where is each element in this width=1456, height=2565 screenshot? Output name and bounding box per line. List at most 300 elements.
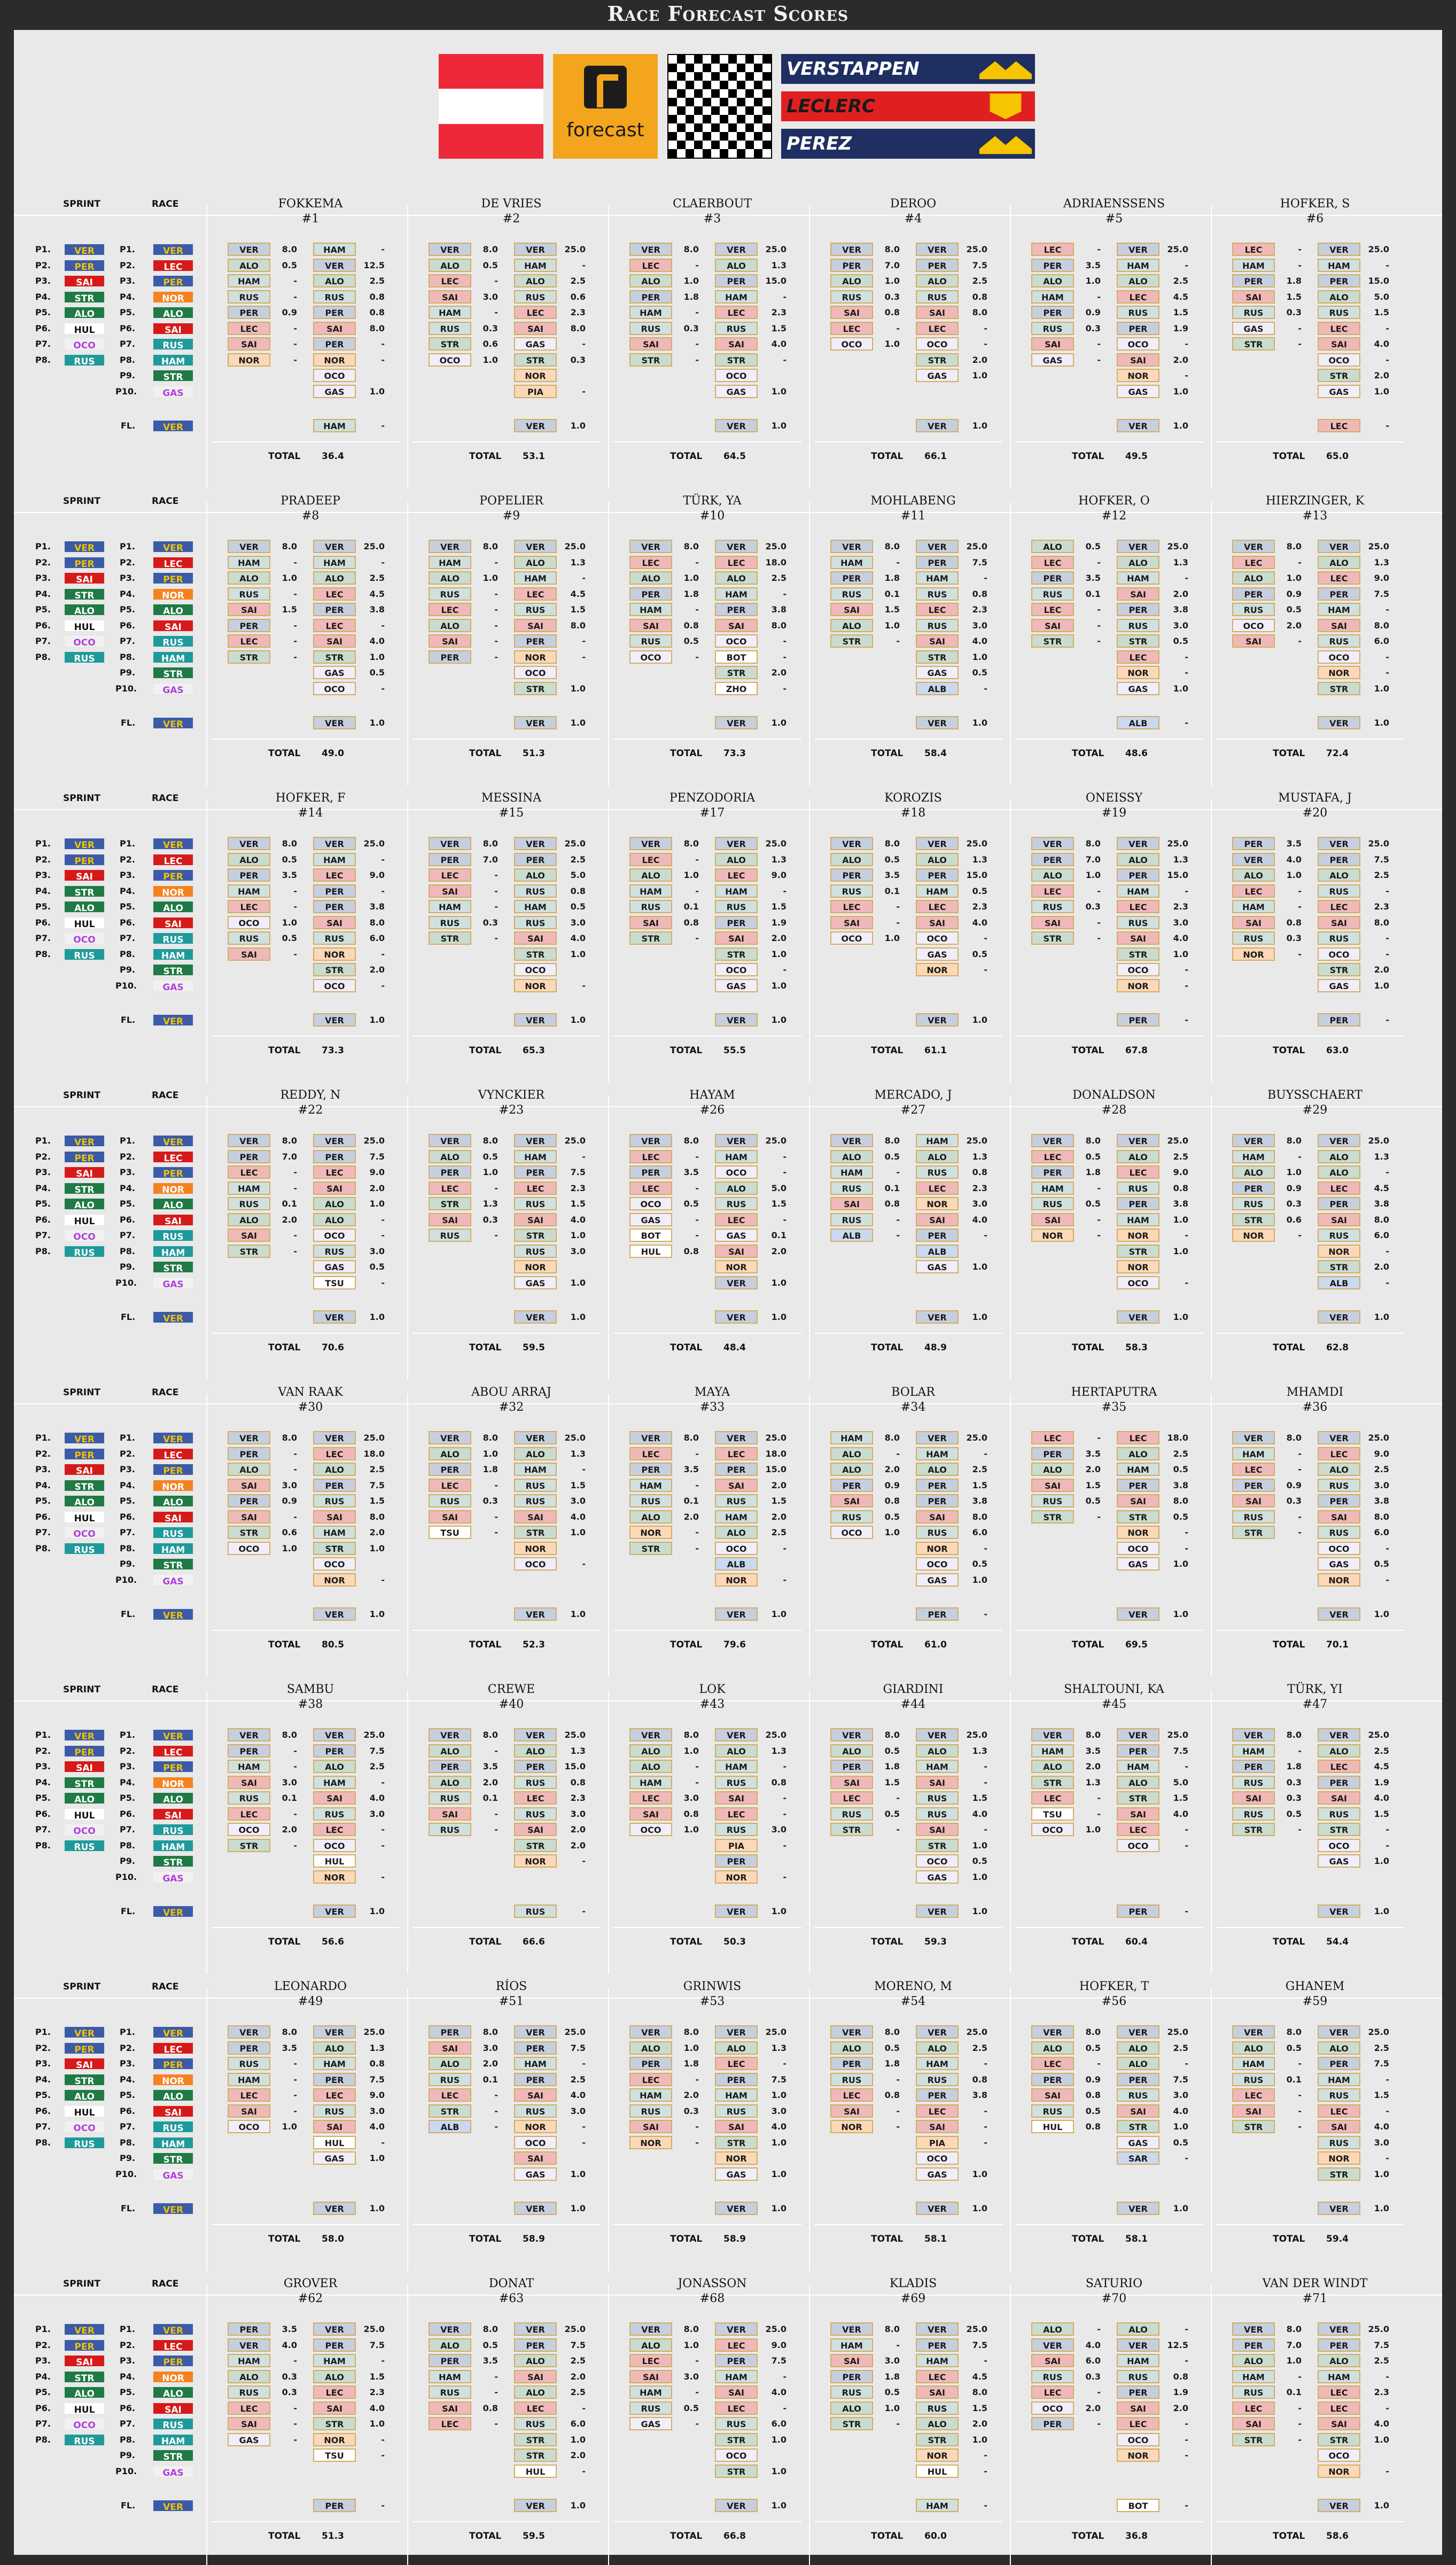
race-pick-points: 1.0: [1173, 949, 1188, 959]
race-pick-points: 25.0: [363, 541, 385, 551]
sprint-pick-SAI: SAI: [429, 2041, 471, 2055]
sprint-pick-STR: STR: [228, 1839, 270, 1852]
player-name: BUYSSCHAERT: [1267, 1089, 1362, 1102]
race-pick-points: 2.0: [1173, 588, 1188, 599]
total-label: TOTAL: [469, 1342, 502, 1353]
player-name: HIERZINGER, K: [1265, 494, 1365, 508]
race-pick-GAS: GAS: [715, 2167, 758, 2181]
race-pick-RUS: RUS: [916, 1807, 959, 1821]
race-pick-RUS: RUS: [715, 2104, 758, 2118]
race-pick-points: 8.0: [1374, 1214, 1389, 1225]
race-actual-NOR: NOR: [152, 2073, 194, 2087]
sprint-actual-HUL: HUL: [63, 1213, 106, 1227]
sprint-position-label: P1.: [35, 838, 51, 849]
race-pick-points: -: [582, 1856, 586, 1866]
race-pick-VER: VER: [916, 1431, 959, 1444]
race-pick-LEC: LEC: [715, 306, 758, 319]
sprint-position-label: P8.: [35, 949, 51, 959]
fastest-lap-points: 1.0: [570, 1014, 586, 1025]
total-score: 51.3: [523, 748, 545, 759]
sprint-pick-points: 1.0: [282, 573, 297, 583]
race-pick-points: -: [381, 1777, 385, 1787]
race-pick-points: -: [984, 1777, 987, 1787]
fastest-lap-points: 1.0: [570, 1311, 586, 1322]
sprint-pick-points: 8.0: [1286, 541, 1302, 551]
race-pick-ALO: ALO: [514, 1744, 557, 1758]
sprint-pick-SAI: SAI: [1232, 2417, 1275, 2430]
sprint-pick-VER: VER: [1232, 1134, 1275, 1147]
race-pick-VER: VER: [1117, 1134, 1159, 1147]
total-rule: [412, 1927, 601, 1928]
column-divider: [809, 502, 810, 786]
player-number: #33: [699, 1401, 725, 1414]
race-pick-points: 25.0: [1368, 1136, 1389, 1146]
player-number: #5: [1105, 212, 1123, 226]
column-divider: [206, 1394, 207, 1677]
race-pick-PER: PER: [715, 274, 758, 287]
race-pick-points: 7.5: [972, 260, 987, 270]
race-pick-points: -: [381, 1277, 385, 1288]
race-position-label: P6.: [120, 917, 135, 928]
race-pick-HAM: HAM: [715, 2088, 758, 2102]
total-score: 36.8: [1125, 2530, 1148, 2541]
total-score: 48.6: [1125, 748, 1148, 759]
sprint-pick-points: 0.3: [884, 291, 900, 302]
sprint-position-label: P4.: [35, 291, 51, 302]
race-pick-points: -: [783, 651, 787, 662]
race-pick-RUS: RUS: [1318, 2136, 1360, 2149]
total-score: 58.6: [1326, 2530, 1349, 2541]
sprint-pick-OCO: OCO: [830, 931, 873, 945]
race-pick-points: 1.5: [369, 2371, 385, 2382]
race-pick-points: 5.0: [570, 870, 586, 880]
sprint-pick-SAI: SAI: [1232, 2104, 1275, 2118]
sprint-actual-VER: VER: [63, 243, 106, 256]
race-pick-points: -: [1185, 1527, 1188, 1537]
fastest-lap-pick-VER: VER: [514, 419, 557, 432]
player-number: #47: [1302, 1698, 1328, 1711]
sprint-pick-OCO: OCO: [228, 1542, 270, 1555]
sprint-position-label: P8.: [35, 2434, 51, 2445]
sprint-pick-points: 1.0: [1286, 2356, 1302, 2366]
sprint-position-label: P2.: [35, 1745, 51, 1756]
race-pick-RUS: RUS: [313, 931, 356, 945]
sprint-pick-PER: PER: [228, 1494, 270, 1507]
player-name: LEONARDO: [274, 1980, 347, 1993]
race-pick-RUS: RUS: [514, 1245, 557, 1258]
total-label: TOTAL: [1273, 748, 1305, 759]
race-pick-points: -: [1385, 1543, 1389, 1553]
player-name: HOFKER, T: [1079, 1980, 1149, 1993]
sprint-pick-OCO: OCO: [629, 1197, 672, 1210]
fastest-lap-pick-VER: VER: [313, 2202, 356, 2215]
sprint-position-label: P5.: [35, 307, 51, 317]
race-pick-points: 25.0: [1368, 541, 1389, 551]
sprint-pick-SAI: SAI: [1031, 916, 1074, 929]
race-pick-points: 2.0: [771, 1480, 787, 1490]
race-pick-STR: STR: [313, 2417, 356, 2430]
sprint-pick-points: -: [1097, 2419, 1101, 2429]
sprint-pick-points: -: [896, 323, 900, 333]
race-pick-OCO: OCO: [514, 2136, 557, 2149]
race-pick-RUS: RUS: [916, 1791, 959, 1805]
race-pick-points: 3.8: [1173, 1199, 1188, 1209]
fastest-lap-points: 1.0: [972, 717, 987, 728]
column-divider: [206, 2285, 207, 2565]
sprint-pick-points: -: [1097, 1808, 1101, 1819]
fastest-lap-pick-VER: VER: [715, 1905, 758, 1918]
race-pick-PER: PER: [916, 556, 959, 569]
sprint-pick-ALO: ALO: [629, 571, 672, 585]
sprint-pick-RUS: RUS: [830, 1213, 873, 1226]
race-pick-HAM: HAM: [313, 243, 356, 256]
race-position-label: P3.: [120, 276, 135, 286]
fastest-lap-points: -: [381, 420, 385, 431]
total-rule: [1216, 739, 1404, 740]
race-pick-points: -: [984, 965, 987, 975]
player-number: #26: [699, 1103, 725, 1117]
sprint-pick-points: -: [293, 2090, 297, 2100]
player-name: SAMBU: [286, 1683, 334, 1696]
player-card: [1015, 1388, 1216, 1677]
sprint-pick-HAM: HAM: [1232, 2057, 1275, 2070]
fastest-lap-points: 1.0: [1173, 1311, 1188, 1322]
total-label: TOTAL: [1273, 1342, 1305, 1353]
race-pick-points: -: [381, 949, 385, 959]
sprint-pick-HUL: HUL: [1031, 2120, 1074, 2133]
total-score: 58.1: [1125, 2233, 1148, 2244]
sprint-pick-points: 0.3: [683, 2105, 699, 2116]
sprint-pick-points: 1.0: [884, 1527, 900, 1537]
sprint-actual-VER: VER: [63, 1728, 106, 1742]
race-position-label: P2.: [120, 557, 135, 568]
sprint-position-label: P8.: [35, 2137, 51, 2148]
race-pick-LEC: LEC: [1318, 2385, 1360, 2399]
total-rule: [613, 739, 801, 740]
sprint-pick-points: -: [494, 604, 498, 615]
race-pick-ALO: ALO: [715, 853, 758, 866]
sprint-pick-points: -: [494, 1230, 498, 1240]
fastest-lap-points: 1.0: [369, 1608, 385, 1619]
race-pick-HAM: HAM: [916, 2354, 959, 2367]
sprint-pick-points: -: [695, 1448, 699, 1459]
sprint-pick-HAM: HAM: [830, 1165, 873, 1179]
race-pick-VER: VER: [715, 2025, 758, 2039]
race-pick-PER: PER: [916, 259, 959, 272]
sprint-pick-ALO: ALO: [228, 853, 270, 866]
race-pick-VER: VER: [1318, 540, 1360, 553]
sprint-pick-points: -: [695, 1527, 699, 1537]
race-pick-points: 2.0: [972, 2419, 987, 2429]
sprint-pick-points: 8.0: [482, 2027, 498, 2037]
total-score: 65.3: [523, 1045, 545, 1056]
sprint-actual-OCO: OCO: [63, 634, 106, 648]
sprint-pick-points: -: [695, 2387, 699, 2397]
race-pick-points: -: [783, 354, 787, 365]
total-label: TOTAL: [670, 1936, 703, 1947]
race-position-label: P2.: [120, 854, 135, 865]
race-pick-ALO: ALO: [916, 1150, 959, 1163]
race-actual-GAS: GAS: [152, 385, 194, 399]
race-pick-points: 2.3: [369, 2387, 385, 2397]
player-card: [814, 791, 1015, 1083]
race-pick-points: 8.0: [369, 917, 385, 928]
race-pick-PER: PER: [1117, 868, 1159, 882]
race-pick-LEC: LEC: [1117, 290, 1159, 304]
sprint-pick-HAM: HAM: [228, 1182, 270, 1195]
sprint-pick-OCO: OCO: [228, 2120, 270, 2133]
total-label: TOTAL: [268, 2530, 301, 2541]
sprint-pick-points: 1.0: [884, 276, 900, 286]
race-pick-VER: VER: [1117, 243, 1159, 256]
sprint-pick-points: -: [293, 1745, 297, 1756]
race-pick-PER: PER: [313, 2338, 356, 2352]
race-pick-OCO: OCO: [1318, 1839, 1360, 1852]
race-pick-LEC: LEC: [1318, 1182, 1360, 1195]
sprint-pick-LEC: LEC: [228, 2088, 270, 2102]
column-divider: [1211, 1394, 1212, 1677]
race-pick-points: 1.0: [570, 683, 586, 694]
sprint-pick-points: -: [695, 933, 699, 943]
sprint-actual-RUS: RUS: [63, 353, 106, 367]
race-pick-points: -: [783, 1793, 787, 1803]
race-pick-OCO: OCO: [1117, 963, 1159, 976]
player-name: REDDY, N: [280, 1089, 341, 1102]
sprint-actual-SAI: SAI: [63, 2354, 106, 2368]
sprint-pick-points: -: [1298, 1448, 1302, 1459]
race-pick-points: [359, 1557, 385, 1571]
race-pick-VER: VER: [313, 1431, 356, 1444]
sprint-actual-VER: VER: [63, 540, 106, 554]
race-actual-ALO: ALO: [152, 603, 194, 617]
race-pick-points: 15.0: [765, 1464, 787, 1474]
sprint-pick-points: 3.0: [884, 2356, 900, 2366]
race-pick-points: 15.0: [765, 276, 787, 286]
sprint-pick-GAS: GAS: [1232, 322, 1275, 335]
total-score: 48.4: [723, 1342, 746, 1353]
race-pick-points: 1.3: [972, 1151, 987, 1162]
race-pick-points: -: [1385, 1840, 1389, 1851]
sprint-pick-points: -: [896, 2074, 900, 2085]
race-pick-STR: STR: [1318, 2433, 1360, 2446]
race-pick-HAM: HAM: [715, 1510, 758, 1524]
total-score: 55.5: [723, 1045, 746, 1056]
race-pick-GAS: GAS: [916, 666, 959, 679]
race-pick-points: -: [984, 1824, 987, 1835]
race-pick-points: 9.0: [771, 2339, 787, 2350]
race-pick-points: 1.0: [771, 2137, 787, 2148]
race-pick-points: 25.0: [1368, 838, 1389, 849]
race-pick-points: -: [381, 339, 385, 349]
total-rule: [212, 1927, 400, 1928]
fastest-lap-points: 1.0: [369, 1906, 385, 1916]
sprint-actual-HUL: HUL: [63, 916, 106, 930]
player-name: DONALDSON: [1072, 1089, 1156, 1102]
race-pick-points: 1.0: [771, 2168, 787, 2179]
race-pick-ALO: ALO: [916, 1744, 959, 1758]
sprint-pick-points: 8.0: [482, 1730, 498, 1740]
total-rule: [814, 1333, 1002, 1334]
race-pick-HAM: HAM: [514, 900, 557, 913]
race-pick-points: 2.0: [570, 1840, 586, 1851]
total-score: 49.0: [322, 748, 344, 759]
sprint-pick-STR: STR: [629, 1542, 672, 1555]
race-pick-ZHO: ZHO: [715, 682, 758, 695]
sprint-pick-points: 1.0: [1286, 870, 1302, 880]
sprint-pick-ALB: ALB: [830, 1229, 873, 1242]
sprint-pick-points: -: [1298, 1527, 1302, 1537]
sprint-pick-points: -: [494, 1808, 498, 1819]
race-pick-points: [1163, 1260, 1188, 1273]
race-pick-points: 2.0: [1374, 965, 1389, 975]
total-rule: [1015, 2224, 1203, 2225]
sprint-pick-LEC: LEC: [1232, 2088, 1275, 2102]
fastest-lap-points: 1.0: [771, 2500, 787, 2510]
race-pick-points: 1.5: [570, 1199, 586, 1209]
sprint-pick-SAI: SAI: [228, 1776, 270, 1789]
fastest-lap-label: FL.: [121, 1311, 136, 1322]
race-pick-STR: STR: [514, 2433, 557, 2446]
sprint-pick-LEC: LEC: [1031, 556, 1074, 569]
total-score: 54.4: [1326, 1936, 1349, 1947]
race-pick-SAI: SAI: [916, 1213, 959, 1226]
total-score: 61.0: [924, 1639, 947, 1650]
race-pick-VER: VER: [313, 2025, 356, 2039]
race-pick-SAI: SAI: [715, 931, 758, 945]
total-score: 36.4: [322, 450, 344, 462]
race-pick-ALO: ALO: [916, 2417, 959, 2430]
race-pick-RUS: RUS: [1318, 884, 1360, 898]
column-divider: [1010, 1691, 1011, 1974]
player-name: POPELIER: [479, 494, 543, 508]
race-pick-SAI: SAI: [715, 2385, 758, 2399]
race-pick-points: -: [582, 2403, 586, 2413]
fastest-lap-pick-ALB: ALB: [1117, 716, 1159, 729]
sprint-actual-STR: STR: [63, 587, 106, 601]
sprint-pick-SAI: SAI: [429, 1213, 471, 1226]
fastest-lap-pick-BOT: BOT: [1117, 2499, 1159, 2512]
sprint-pick-points: -: [494, 933, 498, 943]
race-pick-SAI: SAI: [916, 634, 959, 648]
fastest-lap-points: -: [1185, 717, 1188, 728]
total-label: TOTAL: [871, 1936, 904, 1947]
total-rule: [613, 1036, 801, 1037]
race-pick-RUS: RUS: [715, 900, 758, 913]
sprint-pick-points: -: [896, 1230, 900, 1240]
sprint-pick-ALO: ALO: [830, 1447, 873, 1460]
race-pick-points: -: [1385, 885, 1389, 896]
race-pick-points: 3.8: [972, 2090, 987, 2100]
player-card: [1015, 791, 1216, 1083]
player-card: [1216, 1388, 1417, 1677]
race-pick-ALO: ALO: [916, 853, 959, 866]
total-rule: [1216, 2224, 1404, 2225]
player-name: GHANEM: [1285, 1980, 1345, 1993]
race-pick-GAS: GAS: [514, 1276, 557, 1289]
player-card: [1015, 494, 1216, 786]
race-pick-PER: PER: [313, 306, 356, 319]
sprint-pick-STR: STR: [1232, 337, 1275, 351]
race-pick-points: 3.0: [1173, 620, 1188, 631]
sprint-pick-points: 0.8: [683, 1808, 699, 1819]
total-label: TOTAL: [1072, 450, 1104, 462]
race-pick-points: 25.0: [765, 1136, 787, 1146]
sprint-pick-PER: PER: [1031, 2073, 1074, 2086]
race-pick-points: 1.0: [1374, 2168, 1389, 2179]
sprint-pick-points: -: [695, 1543, 699, 1553]
player-card: [613, 1980, 814, 2271]
race-pick-points: 1.9: [1173, 323, 1188, 333]
race-pick-ALO: ALO: [916, 1463, 959, 1476]
fastest-lap-pick-VER: VER: [715, 419, 758, 432]
sprint-pick-ALO: ALO: [1031, 2322, 1074, 2336]
race-position-label: P2.: [120, 1745, 135, 1756]
sprint-actual-RUS: RUS: [63, 947, 106, 961]
sprint-actual-HUL: HUL: [63, 2104, 106, 2118]
sprint-pick-PER: PER: [228, 868, 270, 882]
column-divider: [206, 502, 207, 786]
sprint-pick-points: -: [1097, 557, 1101, 568]
sprint-pick-points: -: [1298, 1745, 1302, 1756]
sprint-pick-SAI: SAI: [1031, 1213, 1074, 1226]
sprint-pick-points: -: [1298, 339, 1302, 349]
race-actual-STR: STR: [152, 369, 194, 383]
sprint-pick-points: 0.9: [1085, 307, 1101, 317]
sprint-actual-RUS: RUS: [63, 1839, 106, 1853]
player-name: ABOU ARRAJ: [471, 1386, 551, 1399]
sprint-pick-points: 0.1: [282, 1793, 297, 1803]
race-pick-SAI: SAI: [313, 1182, 356, 1195]
race-pick-points: -: [984, 1230, 987, 1240]
sprint-pick-points: 1.0: [683, 2339, 699, 2350]
sprint-pick-points: -: [293, 1761, 297, 1771]
sprint-pick-HAM: HAM: [830, 1431, 873, 1444]
column-divider: [809, 1097, 810, 1380]
player-name: VAN DER WINDT: [1262, 2277, 1368, 2290]
sprint-pick-points: 8.0: [683, 1730, 699, 1740]
sprint-pick-VER: VER: [629, 2322, 672, 2336]
sprint-actual-OCO: OCO: [63, 337, 106, 351]
sprint-pick-LEC: LEC: [1031, 1431, 1074, 1444]
player-card: [613, 1091, 814, 1380]
race-pick-points: 4.0: [972, 1808, 987, 1819]
race-pick-TSU: TSU: [313, 1276, 356, 1289]
race-pick-points: 25.0: [1368, 244, 1389, 254]
sprint-pick-points: 1.0: [683, 573, 699, 583]
race-pick-points: 2.5: [972, 1464, 987, 1474]
race-pick-points: 1.3: [1374, 557, 1389, 568]
sprint-pick-points: -: [494, 557, 498, 568]
race-pick-points: 1.5: [771, 323, 787, 333]
sprint-pick-points: -: [896, 1214, 900, 1225]
race-actual-SAI: SAI: [152, 1213, 194, 1227]
sprint-pick-points: 0.3: [482, 1496, 498, 1506]
race-pick-HAM: HAM: [916, 571, 959, 585]
sprint-pick-LEC: LEC: [228, 1165, 270, 1179]
sprint-pick-points: -: [1298, 885, 1302, 896]
sprint-pick-SAI: SAI: [1031, 2354, 1074, 2367]
sprint-pick-SAI: SAI: [429, 1510, 471, 1524]
player-card: [613, 791, 814, 1083]
sprint-pick-VER: VER: [629, 837, 672, 850]
race-pick-SAI: SAI: [1117, 2401, 1159, 2415]
sprint-pick-points: 1.0: [683, 870, 699, 880]
sprint-pick-points: -: [1097, 636, 1101, 646]
race-pick-RUS: RUS: [715, 1823, 758, 1836]
player-number: #22: [298, 1103, 323, 1117]
race-pick-OCO: OCO: [313, 1229, 356, 1242]
column-divider: [407, 799, 408, 1083]
